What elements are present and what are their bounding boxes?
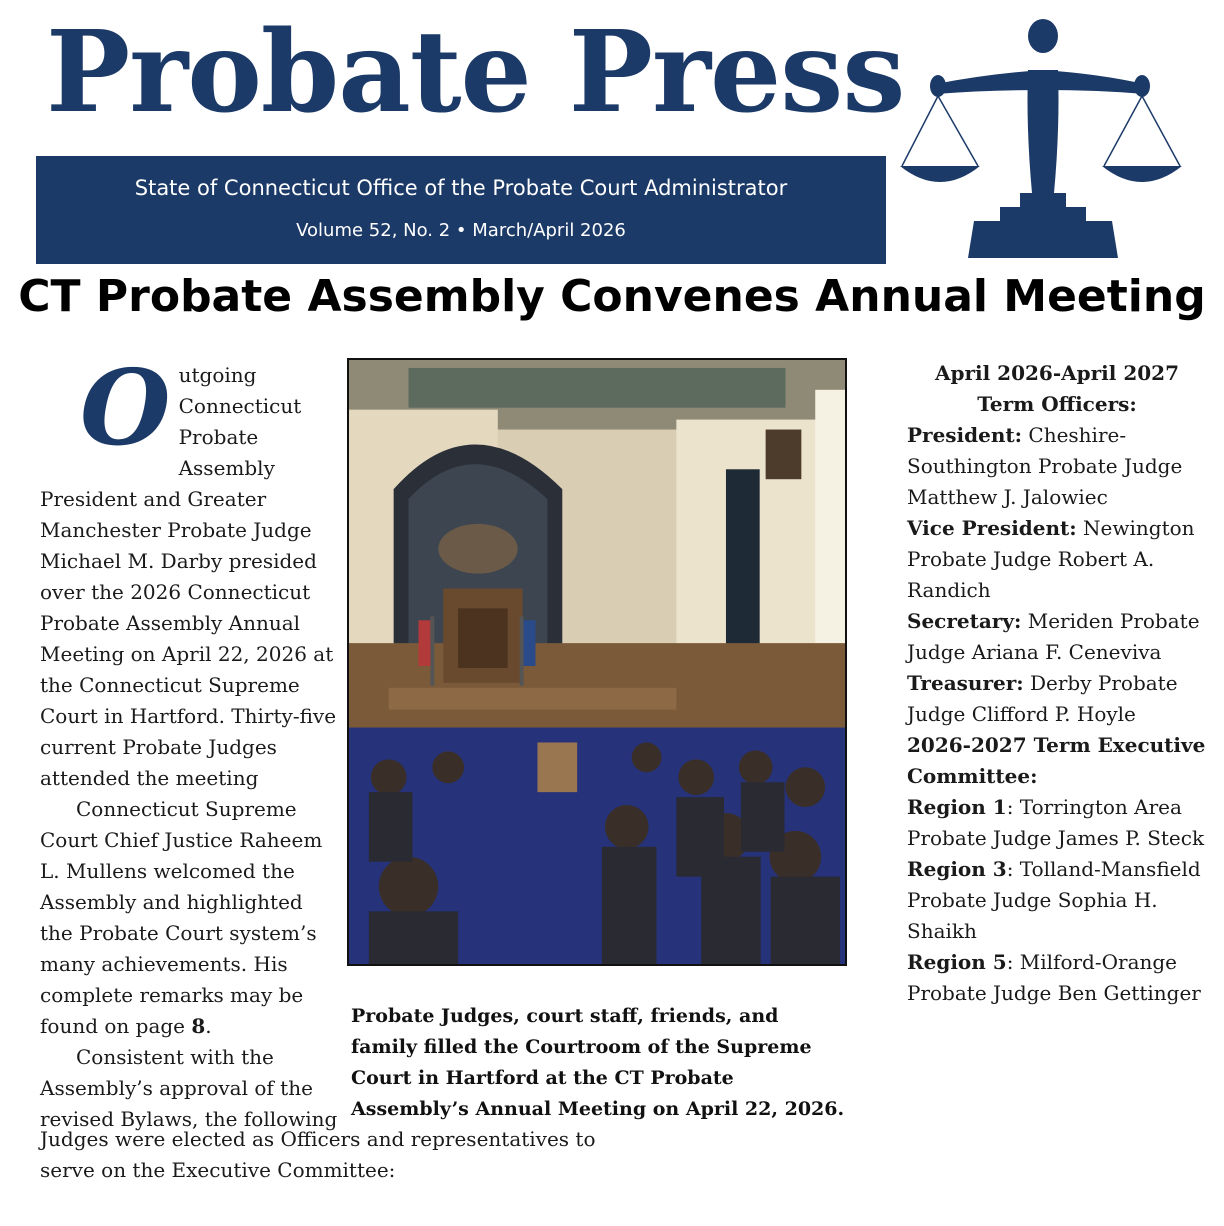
region-1	[907, 792, 1207, 854]
officer-role: Vice President:	[907, 516, 1077, 540]
region-judge: : Torrington Area Probate Judge James P. Steck	[907, 795, 1205, 850]
officers-heading-line-2: Term Officers:	[977, 392, 1137, 416]
page-reference: 8	[191, 1014, 206, 1038]
region-label: Region 3	[907, 857, 1007, 881]
issue-info: Volume 52, No. 2 • March/April 2026	[296, 220, 626, 241]
officers-sidebar	[907, 358, 1207, 1009]
paragraph-1-text: utgoing Connecticut Probate Assembly President and Greater Manchester Probate Judge Michael M. Darby presided over the 2026 Connecticut Probate Assembly Annual Meeting on April 22, 2026 at the Connecticut Supreme Court in Hartford. Thirty-five current Probate Judges attended the meeting	[40, 363, 337, 790]
organization-name: State of Connecticut Office of the Probate Court Administrator	[134, 176, 788, 200]
paragraph-2	[40, 794, 340, 1042]
masthead-band	[36, 156, 886, 264]
scales-of-justice-icon	[896, 18, 1186, 263]
region-judge: : Tolland-Mansfield Probate Judge Sophia H. Shaikh	[907, 857, 1201, 943]
officer-name: Newington Probate Judge Robert A. Randich	[907, 516, 1195, 602]
photo-caption: Probate Judges, court staff, friends, and family filled the Courtroom of the Supreme Court in Hartford at the CT Probate Assembly’s Annual Meeting on April 22, 2026.	[351, 1005, 845, 1120]
officer-secretary	[907, 606, 1207, 668]
paragraph-3: Consistent with the Assembly’s approval of the revised Bylaws, the following	[40, 1045, 338, 1131]
region-5	[907, 947, 1207, 1009]
committee-heading-text: 2026-2027 Term Executive Committee:	[907, 733, 1206, 788]
officer-role: President:	[907, 423, 1023, 447]
region-label: Region 5	[907, 950, 1007, 974]
paragraph-1	[40, 346, 340, 794]
region-judge: : Milford-Orange Probate Judge Ben Gettinger	[907, 950, 1201, 1005]
headline: CT Probate Assembly Convenes Annual Meeting	[18, 271, 1206, 322]
courtroom-photo	[347, 358, 847, 966]
officer-role: Treasurer:	[907, 671, 1024, 695]
drop-cap: O	[80, 346, 171, 469]
officer-name: Meriden Probate Judge Ariana F. Ceneviva	[907, 609, 1200, 664]
officer-vice-president	[907, 513, 1207, 606]
officers-heading-line-1: April 2026-April 2027	[934, 361, 1180, 385]
paragraph-3-continued: Judges were elected as Officers and representatives to serve on the Executive Committee:	[40, 1127, 596, 1182]
region-label: Region 1	[907, 795, 1007, 819]
officer-name: Derby Probate Judge Clifford P. Hoyle	[907, 671, 1178, 726]
article-column-left	[40, 346, 340, 1135]
committee-heading	[907, 730, 1207, 792]
paragraph-2-end: .	[205, 1014, 212, 1038]
officer-treasurer	[907, 668, 1207, 730]
officer-name: Cheshire-Southington Probate Judge Matthew J. Jalowiec	[907, 423, 1183, 509]
paragraph-2-text: Connecticut Supreme Court Chief Justice Raheem L. Mullens welcomed the Assembly and highlighted the Probate Court system’s many achievements. His complete remarks may be found on page	[40, 797, 323, 1038]
masthead-title: Probate Press	[46, 7, 905, 138]
officer-president	[907, 420, 1207, 513]
officer-role: Secretary:	[907, 609, 1022, 633]
region-3	[907, 854, 1207, 947]
